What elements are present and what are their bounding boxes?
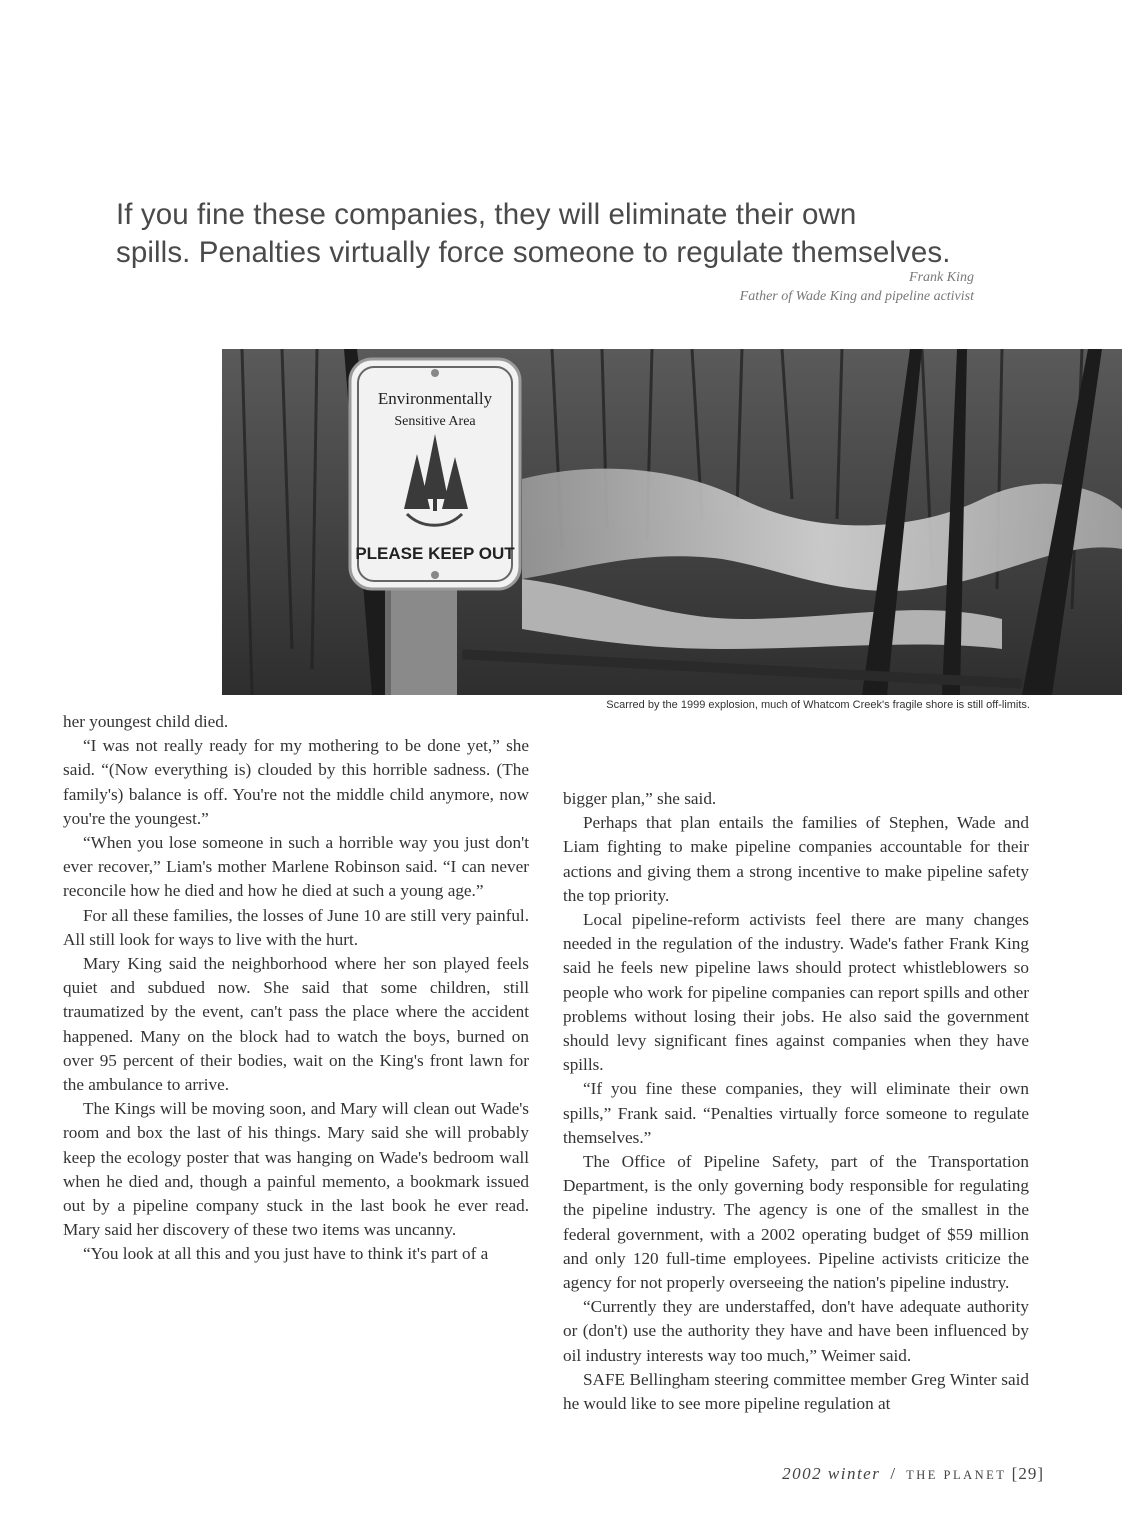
article-right-column [563,787,1029,1416]
left-paragraph-6: The Kings will be moving soon, and Mary will clean out Wade's room and box the last of his things. Mary said she will probably keep the ecology poster that was hanging on Wade's bedroom wall when he died and, though a painful memento, a bookmark issued out by a pipeline company stuck in the last book he ever read. Mary said her discovery of these two items was uncanny. [63,1099,529,1240]
right-paragraph-2: Perhaps that plan entails the families of Stephen, Wade and Liam fighting to make pipeline companies accountable for their actions and giving them a strong incentive to make pipeline safety the top priority. [563,813,1029,905]
left-paragraph-3: “When you lose someone in such a horrible way you just don't ever recover,” Liam's mother Marlene Robinson said. “I can never reconcile how he died and how he died at such a young age.” [63,833,529,901]
left-paragraph-1: her youngest child died. [63,712,229,731]
right-paragraph-4: “If you fine these companies, they will eliminate their own spills,” Frank said. “Penalties virtually force someone to regulate themselves.” [563,1079,1029,1147]
creek-photo [222,349,1122,695]
right-paragraph-1: bigger plan,” she said. [563,789,717,808]
attribution-role: Father of Wade King and pipeline activist [739,289,974,304]
footer-season: 2002 winter [782,1464,881,1483]
photo-caption: Scarred by the 1999 explosion, much of Whatcom Creek's fragile shore is still off-limits. [606,699,1030,711]
pull-quote-attribution [740,268,974,306]
right-paragraph-7: SAFE Bellingham steering committee member Greg Winter said he would like to see more pipeline regulation at [563,1369,1029,1414]
right-paragraph-3: Local pipeline-reform activists feel there are many changes needed in the regulation of the industry. Wade's father Frank King said he feels new pipeline laws should protect whistleblowers so people who work for pipeline companies can report spills and other problems without losing their jobs. He also said the government should levy significant fines against companies when they have spills. [563,910,1029,1075]
sign-line-3: PLEASE KEEP OUT [355,544,515,563]
sign-line-1: Environmentally [377,389,493,408]
footer-separator: / [890,1464,897,1483]
sign-line-2: Sensitive Area [394,414,476,429]
footer-magazine: THE PLANET [906,1468,1007,1482]
attribution-name: Frank King [909,270,974,285]
left-paragraph-2: “I was not really ready for my mothering to be done yet,” she said. “(Now everything is) clouded by this horrible sadness. (The family's) balance is off. You're not the middle child anymore, now you're the youngest.” [63,736,529,828]
left-paragraph-5: Mary King said the neighborhood where her son played feels quiet and subdued now. She said that some children, still traumatized by the event, can't pass the place where the accident happened. Many on the block had to watch the boys, burned on over 95 percent of their bodies, wait on the King's front lawn for the ambulance to arrive. [63,954,529,1095]
page-footer [782,1464,1044,1484]
pull-quote-line-2: spills. Penalties virtually force someone to regulate themselves. [116,236,951,269]
left-paragraph-7: “You look at all this and you just have to think it's part of a [83,1244,489,1264]
right-paragraph-6: “Currently they are understaffed, don't have adequate authority or (don't) use the authority they have and have been influenced by oil industry interests way too much,” Weimer said. [563,1297,1029,1365]
pull-quote [116,196,996,272]
right-paragraph-5: The Office of Pipeline Safety, part of the Transportation Department, is the only governing body responsible for regulating the pipeline industry. The agency is one of the smallest in the federal government, with a 2002 operating budget of $59 million and only 120 full-time employees. Pipeline activists criticize the agency for not properly overseeing the nation's pipeline industry. [563,1152,1029,1293]
pull-quote-line-1: If you fine these companies, they will eliminate their own [116,198,857,231]
article-left-column [63,710,529,1267]
page-number: [29] [1011,1464,1044,1483]
left-paragraph-4: For all these families, the losses of June 10 are still very painful. All still look for ways to live with the hurt. [63,905,529,949]
